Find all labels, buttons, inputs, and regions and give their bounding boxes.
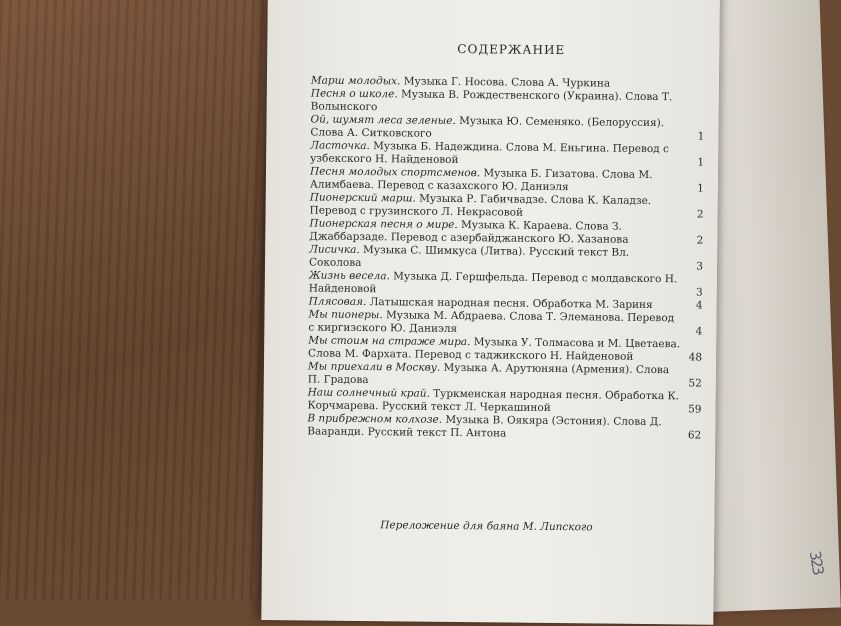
contents-entry (307, 412, 702, 442)
song-credits: Музыка В. Рождественского (Украина). Слова Т. Волынского (310, 88, 673, 114)
song-credits: Музыка А. Арутюняна (Армения). Слова П. Градова (307, 361, 670, 387)
book-page (261, 0, 828, 625)
page-number: 59 (688, 403, 702, 416)
song-title: Мы приехали в Москву. (307, 360, 441, 374)
page-number: 1 (697, 156, 705, 169)
song-credits: Латышская народная песня. Обработка М. Зариня (366, 296, 653, 312)
arranger-credit: Переложение для баяна М. Липского (380, 519, 593, 534)
song-title: Пионерская песня о мире. (309, 217, 458, 231)
song-credits: Музыка Ю. Семеняко. (Белоруссия). Слова А. Ситковского (310, 114, 665, 140)
page-number: 3 (696, 286, 703, 299)
song-credits: Музыка Д. Гершфельда. Перевод с молдавского Н. Найденовой (308, 270, 678, 296)
handwritten-mark: 323 (805, 549, 828, 575)
song-credits: Туркменская народная песня. Обработка К. Корчмарева. Русский текст Л. Черкашиной (307, 387, 680, 414)
contents-entry (308, 243, 704, 273)
page-number: 4 (695, 325, 703, 338)
song-title: Мы стоим на страже мира. (308, 334, 471, 349)
contents-entry (309, 217, 704, 247)
song-credits: Музыка М. Абдраева. Слова Т. Элеманова. Перевод с киргизского Ю. Даниэля (308, 309, 675, 335)
song-title: Песня молодых спортсменов. (309, 165, 481, 180)
page-number: 4 (695, 299, 703, 312)
contents-entry (308, 334, 703, 364)
song-title: Лисичка. (309, 243, 360, 256)
song-credits: Музыка Р. Габичвадзе. Слова К. Каладзе. Перевод с грузинского Л. Некрасовой (309, 192, 652, 219)
contents-entry (307, 360, 702, 390)
contents-entry (309, 191, 704, 221)
song-credits: Музыка Г. Носова. Слова А. Чуркина (400, 75, 611, 90)
page-number: 2 (696, 234, 704, 247)
song-title: Наш солнечный край. (307, 386, 430, 400)
page-number: 1 (697, 182, 704, 195)
song-title: Мы пионеры. (308, 308, 383, 322)
contents-entry (310, 139, 705, 169)
song-title: Пионерский марш. (309, 191, 416, 205)
song-title: Ой, шумят леса зеленые. (310, 113, 456, 127)
song-credits: Музыка С. Шимкуса (Литва). Русский текст Вл. Соколова (308, 243, 630, 269)
contents-entry (307, 386, 702, 416)
page-number: 52 (688, 377, 702, 390)
page-title: СОДЕРЖАНИЕ (457, 41, 566, 58)
song-title: В прибрежном колхозе. (307, 412, 443, 426)
page-number: 62 (687, 429, 702, 442)
contents-entry (308, 269, 703, 299)
song-credits: Музыка В. Оякяра (Эстония). Слова Д. Вааранди. Русский текст П. Антона (307, 413, 662, 440)
song-credits: Музыка У. Толмасова и М. Цветаева. Слова М. Фархата. Перевод с таджикского Н. Найденовой (308, 336, 681, 363)
contents-entry (311, 87, 701, 117)
page-number: 48 (688, 351, 703, 364)
contents-entry (309, 165, 704, 195)
contents-entry (308, 308, 703, 338)
song-title: Марш молодых. (310, 74, 401, 88)
contents-entry (310, 113, 705, 143)
page-number: 3 (696, 260, 704, 273)
page-number: 2 (696, 208, 704, 221)
song-title: Плясовая. (308, 295, 367, 309)
song-credits: Музыка Б. Надеждина. Слова М. Еньгина. Перевод с узбекского Н. Найденовой (310, 140, 669, 167)
song-title: Песня о школе. (310, 87, 398, 101)
page-number: 1 (697, 130, 705, 143)
song-title: Жизнь весела. (308, 269, 390, 283)
contents-list (307, 74, 705, 442)
song-credits: Музыка К. Караева. Слова З. Джаббарзаде. Перевод с азербайджанского Ю. Хазанова (309, 219, 629, 246)
song-credits: Музыка Б. Гизатова. Слова М. Алимбаева. Перевод с казахского Ю. Даниэля (309, 167, 653, 194)
song-title: Ласточка. (310, 139, 370, 153)
table-of-contents (307, 40, 705, 442)
